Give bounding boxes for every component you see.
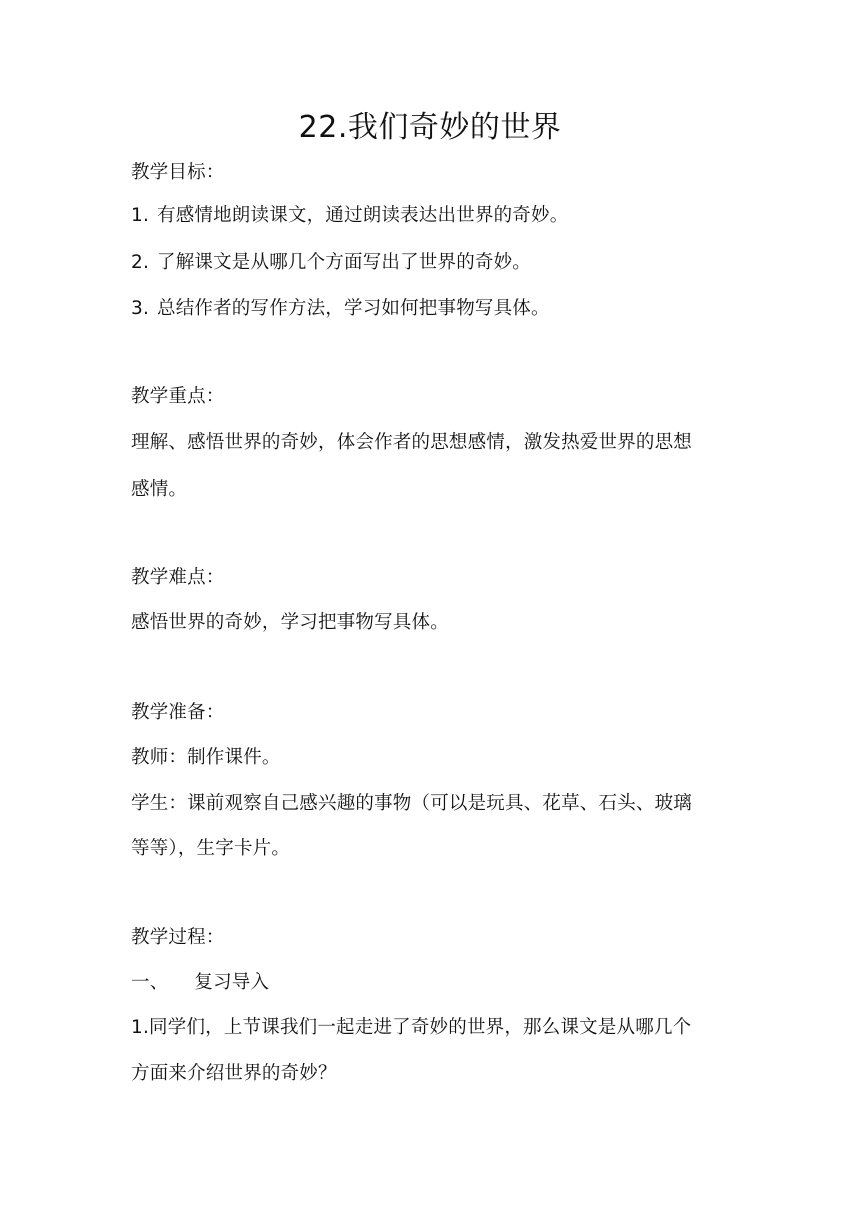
section-title: 复习导入 xyxy=(194,972,270,993)
objectives-heading: 教学目标： xyxy=(131,162,225,183)
objective-text: 有感情地朗读课文，通过朗读表达出世界的奇妙。 xyxy=(157,205,569,226)
objective-number: 2. xyxy=(131,252,150,273)
key-points-text-line-2: 感情。 xyxy=(131,479,188,500)
key-points-heading: 教学重点： xyxy=(131,386,225,407)
key-points-text-line-1: 理解、感悟世界的奇妙，体会作者的思想感情，激发热爱世界的思想 xyxy=(131,432,693,453)
preparation-heading: 教学准备： xyxy=(131,702,225,723)
objective-text: 总结作者的写作方法，学习如何把事物写具体。 xyxy=(157,298,550,319)
objective-number: 3. xyxy=(131,298,150,319)
objective-text: 了解课文是从哪几个方面写出了世界的奇妙。 xyxy=(157,252,532,273)
document-title: 22.我们奇妙的世界 xyxy=(298,110,562,145)
difficulties-text: 感悟世界的奇妙，学习把事物写具体。 xyxy=(131,612,449,633)
preparation-student-line-2: 等等），生字卡片。 xyxy=(131,838,291,859)
objective-item-3 xyxy=(131,296,550,322)
objective-number: 1. xyxy=(131,205,150,226)
process-section-1 xyxy=(131,970,269,996)
question-1-line-1: 1.同学们，上节课我们一起走进了奇妙的世界，那么课文是从哪几个 xyxy=(131,1017,692,1038)
objective-item-2 xyxy=(131,250,531,276)
process-heading: 教学过程： xyxy=(131,927,225,948)
difficulties-heading: 教学难点： xyxy=(131,567,225,588)
objective-item-1 xyxy=(131,203,568,229)
section-number: 一、 xyxy=(131,972,169,993)
preparation-teacher: 教师：制作课件。 xyxy=(131,747,281,768)
question-1-line-2: 方面来介绍世界的奇妙？ xyxy=(131,1063,337,1084)
preparation-student-line-1: 学生：课前观察自己感兴趣的事物（可以是玩具、花草、石头、玻璃 xyxy=(131,793,693,814)
